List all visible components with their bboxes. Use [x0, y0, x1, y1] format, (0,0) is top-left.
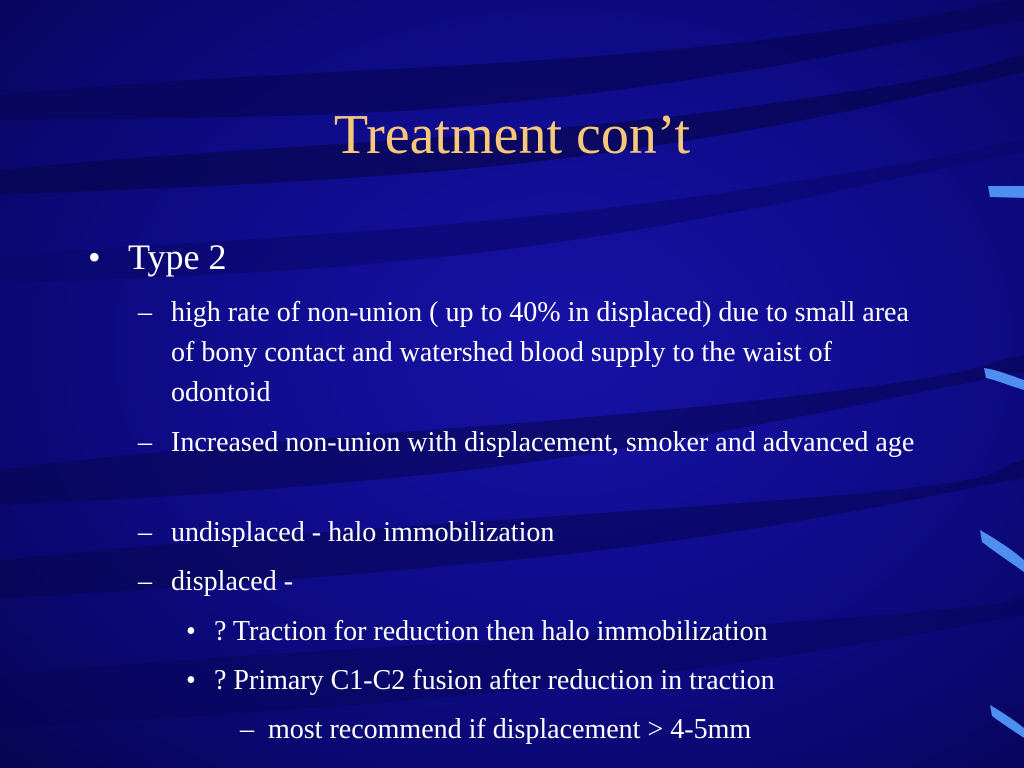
bullet-text: Type 2: [128, 237, 227, 277]
dash-marker: –: [138, 297, 152, 328]
subitem-text: displaced -: [171, 566, 294, 597]
note-text: most recommend if displacement > 4-5mm: [268, 714, 752, 745]
dash-marker: –: [138, 427, 152, 458]
bullet-type2: [88, 235, 226, 279]
slide-title: Treatment con’t: [333, 104, 691, 166]
subitem-displaced: [138, 562, 938, 602]
subitem-undisplaced: [138, 513, 938, 553]
subitem-text: undisplaced - halo immobilization: [171, 517, 555, 548]
dash-marker: –: [138, 517, 152, 548]
subitem-risk-factors: [138, 423, 938, 463]
dash-marker: –: [240, 714, 254, 745]
displaced-option-traction: [186, 612, 946, 652]
bullet-marker: •: [186, 665, 196, 696]
subitem-text: Increased non-union with displacement, smoker and advanced age: [171, 427, 915, 458]
option-text: ? Primary C1-C2 fusion after reduction in traction: [214, 665, 775, 696]
bullet-marker: •: [88, 237, 101, 277]
subitem-nonunion-rate: [138, 293, 938, 413]
subitem-text: high rate of non-union ( up to 40% in displaced) due to small area of bony contact and watershed blood supply to the waist of odontoid: [171, 297, 909, 408]
displaced-option-fusion: [186, 661, 946, 701]
note-displacement-threshold: [240, 710, 940, 750]
dash-marker: –: [138, 566, 152, 597]
bullet-marker: •: [186, 616, 196, 647]
option-text: ? Traction for reduction then halo immobilization: [214, 616, 768, 647]
